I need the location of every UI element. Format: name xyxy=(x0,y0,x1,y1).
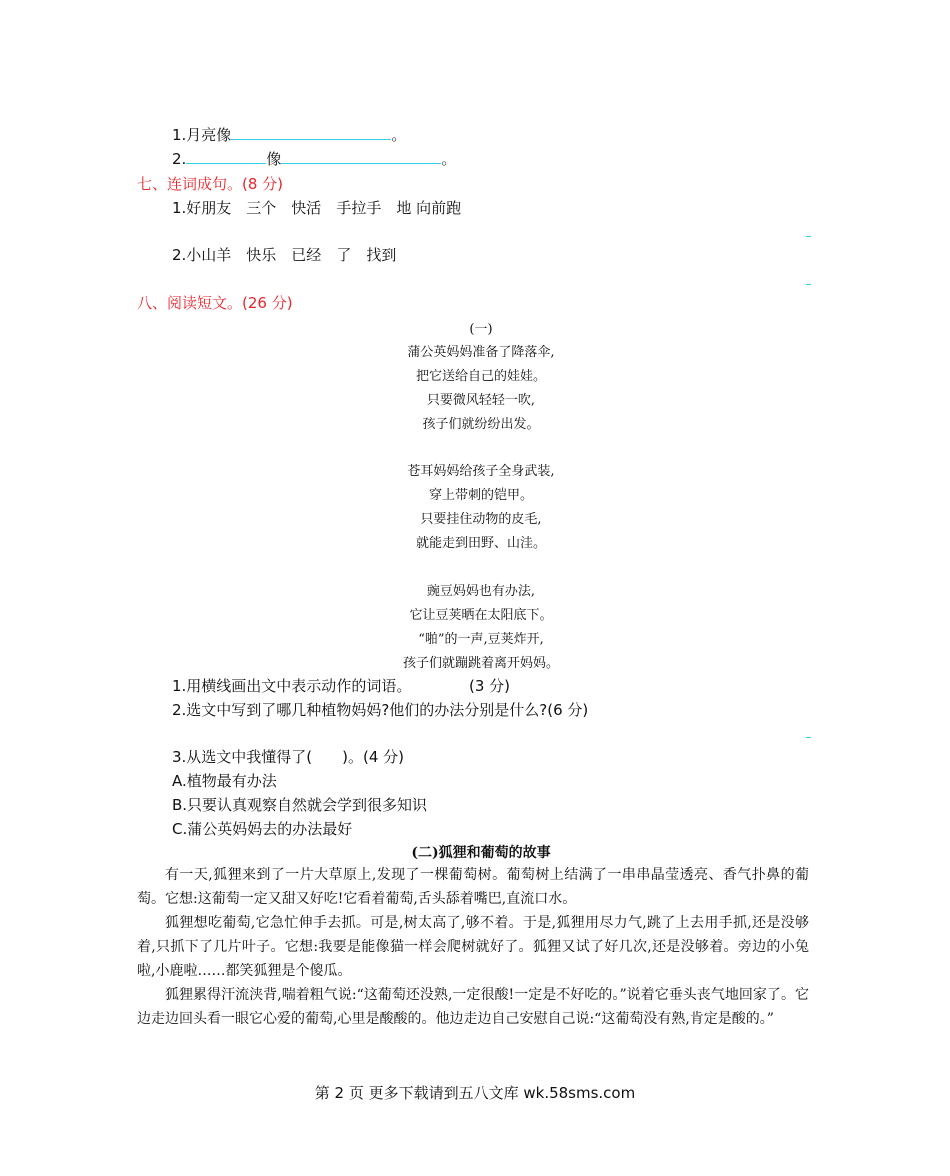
fill-item-2-middle: 像 xyxy=(266,150,282,168)
section-8-question-2: 2.选文中写到了哪几种植物妈妈?他们的办法分别是什么?(6 分) xyxy=(172,701,589,719)
story-title: (二)狐狸和葡萄的故事 xyxy=(411,845,551,861)
poem-title: (一) xyxy=(469,322,493,337)
section-8-question-1-score: (3 分) xyxy=(469,677,511,695)
section-7-question-2: 2.小山羊 快乐 已经 了 找到 xyxy=(172,246,397,264)
section-8-question-1: 1.用横线画出文中表示动作的词语。 xyxy=(172,677,412,695)
poem-line: 只要挂住动物的皮毛, xyxy=(420,512,542,527)
poem-line: 它让豆荚晒在太阳底下。 xyxy=(409,608,553,623)
section-8-heading: 八、阅读短文。(26 分) xyxy=(137,294,293,312)
section-7-heading: 七、连词成句。(8 分) xyxy=(137,175,284,193)
fill-item-1-prefix: 1.月亮像 xyxy=(172,126,232,144)
poem-line: 把它送给自己的娃娃。 xyxy=(415,369,546,384)
margin-mark xyxy=(806,737,811,738)
poem-line: 豌豆妈妈也有办法, xyxy=(426,584,536,599)
fill-item-2-suffix: 。 xyxy=(441,150,457,168)
poem-line: 穿上带刺的铠甲。 xyxy=(428,488,533,503)
page-footer: 第 2 页 更多下载请到五八文库 wk.58sms.com xyxy=(314,1084,636,1102)
fill-item-2 xyxy=(172,148,456,169)
poem-line: “啪”的一声,豆荚炸开, xyxy=(418,632,544,647)
story-paragraph: 有一天,狐狸来到了一片大草原上,发现了一棵葡萄树。葡萄树上结满了一串串晶莹透亮、香气扑鼻的葡萄。它想:这葡萄一定又甜又好吃!它看着葡萄,舌头舔着嘴巴,直流口水。 xyxy=(137,867,809,907)
section-8-question-3: 3.从选文中我懂得了( )。(4 分) xyxy=(172,748,405,766)
answer-blank[interactable] xyxy=(231,125,391,140)
story-body xyxy=(137,863,809,1031)
fill-item-1-suffix: 。 xyxy=(391,126,407,144)
poem-line: 只要微风轻轻一吹, xyxy=(426,393,536,408)
story-paragraph: 狐狸想吃葡萄,它急忙伸手去抓。可是,树太高了,够不着。于是,狐狸用尽力气,跳了上去用手抓,还是没够着,只抓下了几片叶子。它想:我要是能像猫一样会爬树就好了。狐狸又试了好几次,还是没够着。旁边的小兔啦,小鹿啦……都笑狐狸是个傻瓜。 xyxy=(137,915,809,979)
poem-line: 苍耳妈妈给孩子全身武装, xyxy=(407,464,555,479)
option-a: A.植物最有办法 xyxy=(172,772,277,790)
answer-blank[interactable] xyxy=(281,149,441,164)
fill-item-1 xyxy=(172,124,406,145)
poem-line: 孩子们就纷纷出发。 xyxy=(422,417,540,432)
poem-line: 蒲公英妈妈准备了降落伞, xyxy=(407,345,555,360)
option-c: C.蒲公英妈妈去的办法最好 xyxy=(172,820,353,838)
section-7-question-1: 1.好朋友 三个 快活 手拉手 地 向前跑 xyxy=(172,199,462,217)
margin-mark xyxy=(806,236,811,237)
option-b: B.只要认真观察自然就会学到很多知识 xyxy=(172,796,428,814)
fill-item-2-prefix: 2. xyxy=(172,150,187,168)
answer-blank[interactable] xyxy=(186,149,266,164)
story-paragraph: 狐狸累得汗流浃背,喘着粗气说:“这葡萄还没熟,一定很酸!一定是不好吃的。”说着它垂头丧气地回家了。它边走边回头看一眼它心爱的葡萄,心里是酸酸的。他边走边自己安慰自己说:“这葡萄没有熟,肯定是酸的。” xyxy=(137,987,809,1027)
poem-line: 就能走到田野、山洼。 xyxy=(415,536,546,551)
margin-mark xyxy=(806,284,811,285)
poem-line: 孩子们就蹦跳着离开妈妈。 xyxy=(402,656,559,671)
